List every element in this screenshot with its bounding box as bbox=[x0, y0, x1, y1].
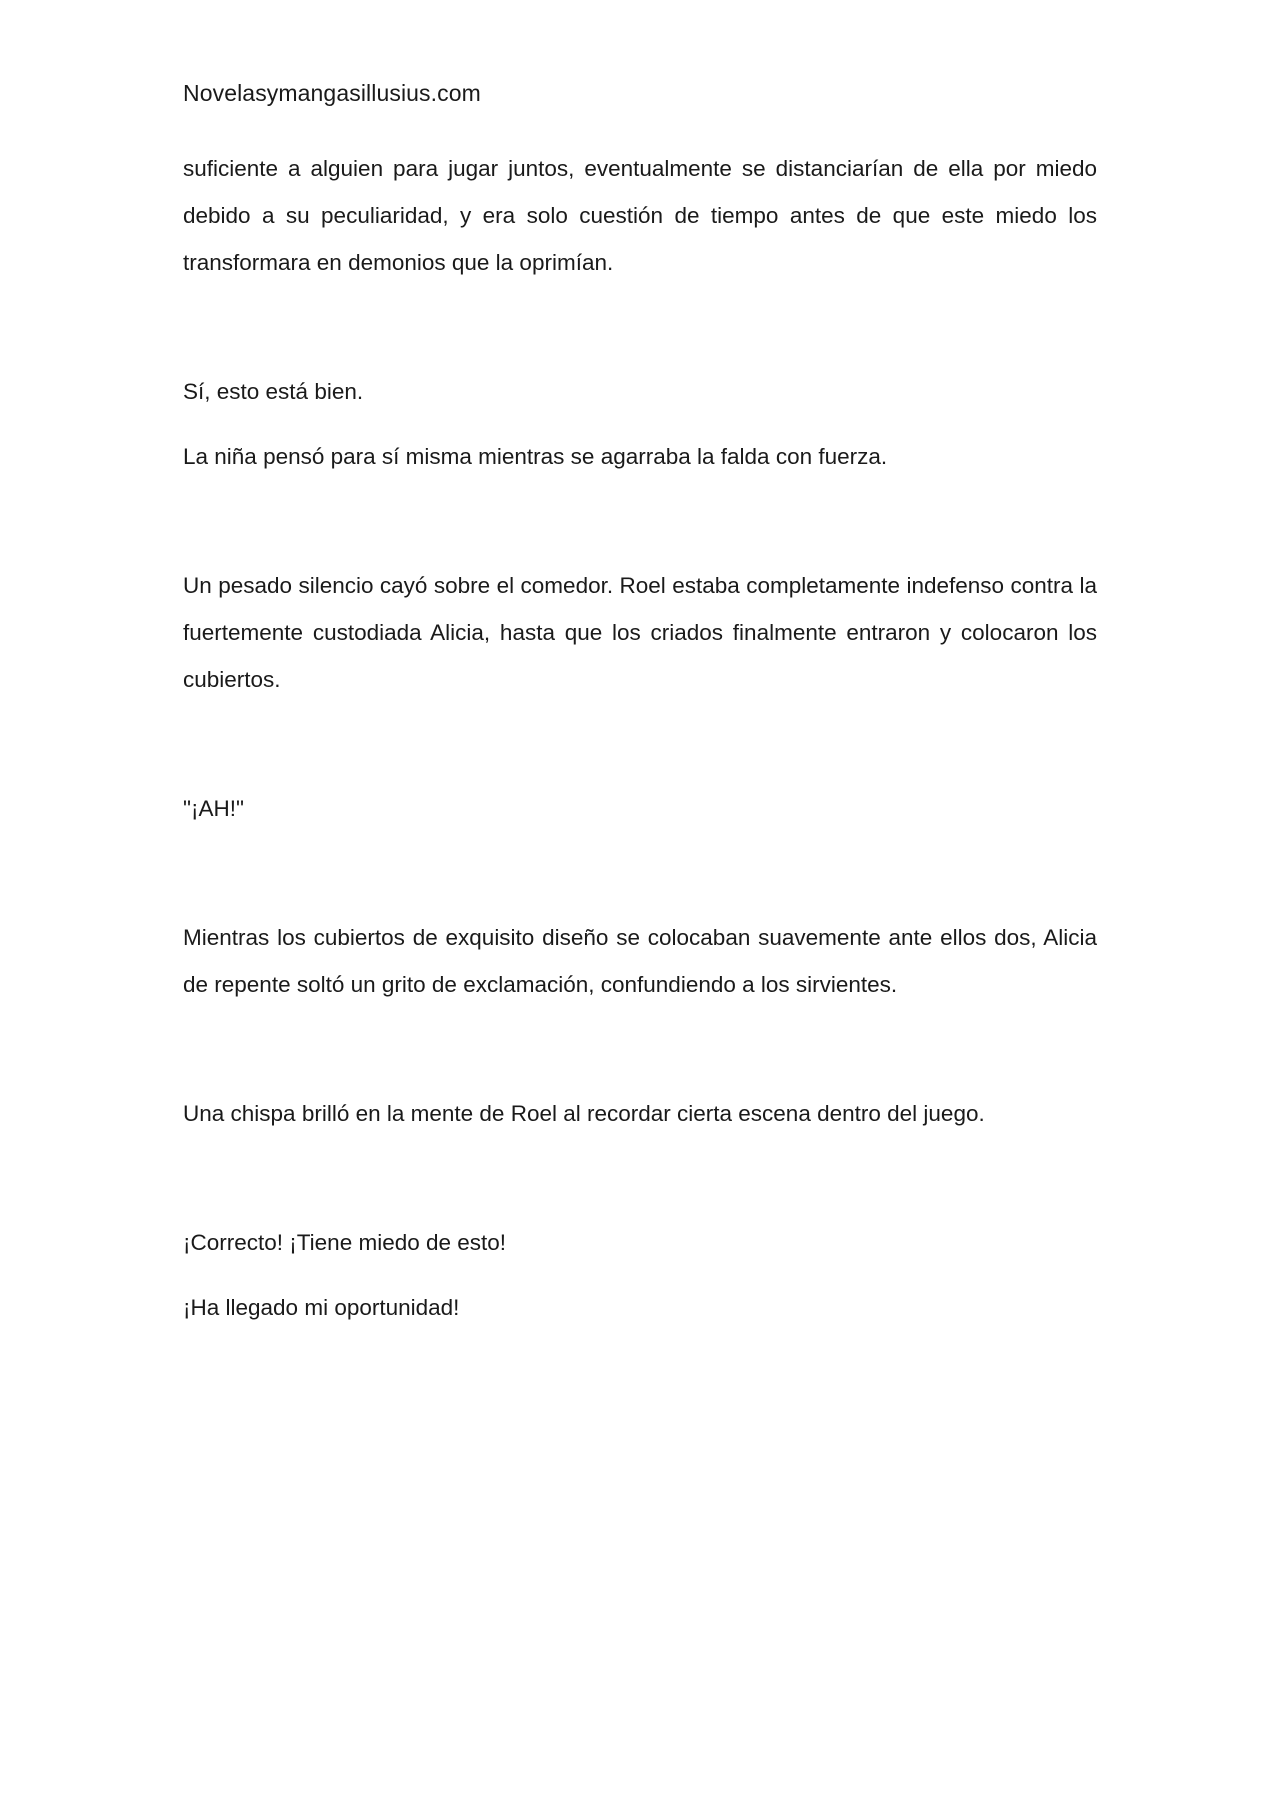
paragraph-7: Una chispa brilló en la mente de Roel al recordar cierta escena dentro del juego. bbox=[183, 1101, 985, 1126]
paragraph-1: suficiente a alguien para jugar juntos, eventualmente se distanciarían de ella por miedo debido a su peculiaridad, y era solo cuestión de tiempo antes de que este miedo los transformara en demonios que la oprimían. bbox=[183, 156, 1097, 275]
paragraph-5: "¡AH!" bbox=[183, 796, 244, 821]
page-header-site: Novelasymangasillusius.com bbox=[183, 80, 481, 106]
paragraph-8: ¡Correcto! ¡Tiene miedo de esto! bbox=[183, 1230, 507, 1255]
paragraph-4: Un pesado silencio cayó sobre el comedor. Roel estaba completamente indefenso contra la fuertemente custodiada Alicia, hasta que los criados finalmente entraron y colocaron los cubiertos. bbox=[183, 573, 1097, 692]
paragraph-9: ¡Ha llegado mi oportunidad! bbox=[183, 1295, 460, 1320]
paragraph-6: Mientras los cubiertos de exquisito diseño se colocaban suavemente ante ellos dos, Alicia de repente soltó un grito de exclamación, confundiendo a los sirvientes. bbox=[183, 925, 1097, 997]
paragraph-2: Sí, esto está bien. bbox=[183, 379, 364, 404]
paragraph-3: La niña pensó para sí misma mientras se agarraba la falda con fuerza. bbox=[183, 444, 888, 469]
